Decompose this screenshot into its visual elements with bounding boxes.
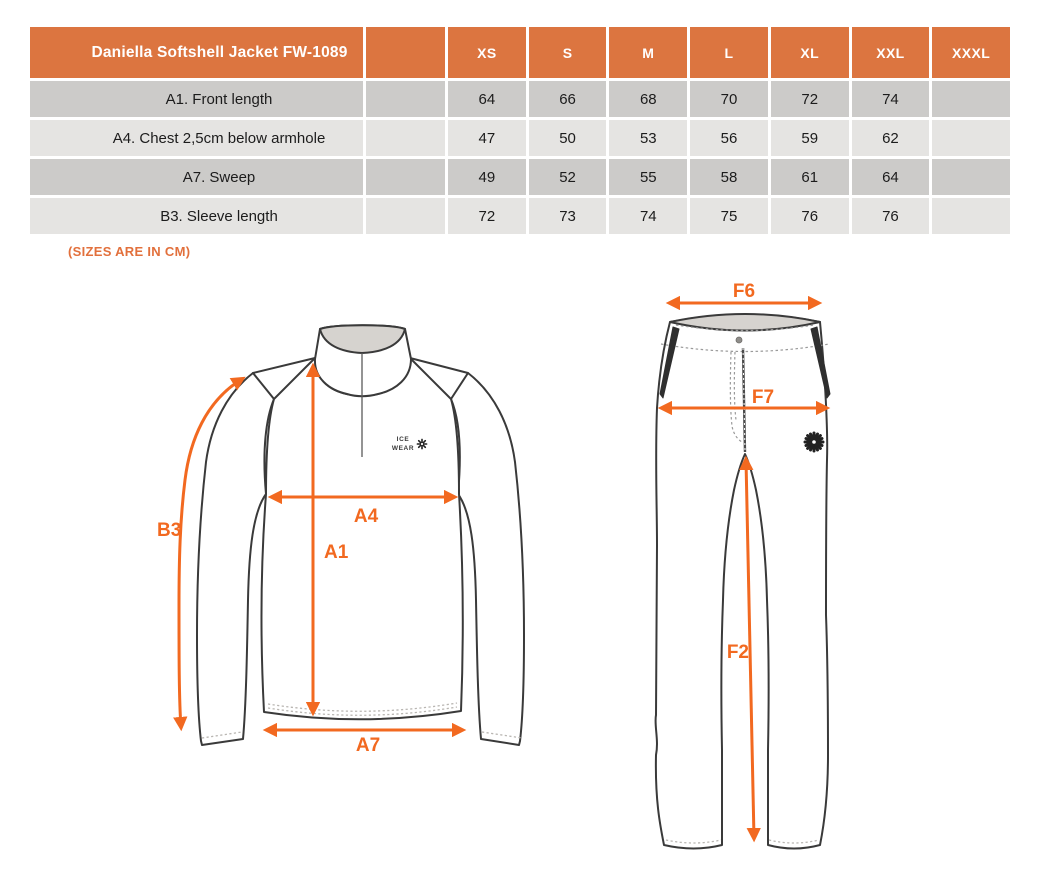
size-value-cell: 55: [609, 159, 687, 195]
size-value-cell: 76: [852, 198, 930, 234]
table-title: Daniella Softshell Jacket FW-1089: [30, 27, 363, 78]
jacket-logo-text-bottom: WEAR: [391, 445, 415, 452]
pants-drawing: [656, 281, 830, 849]
jacket-logo-snowflake-icon: [417, 439, 426, 448]
measure-label-f2: F2: [726, 642, 749, 663]
pants-snowflake-icon: [805, 433, 823, 451]
size-column-header: L: [690, 27, 768, 78]
size-value-cell: 47: [448, 120, 526, 156]
size-value-cell: 74: [852, 81, 930, 117]
size-column-header: XL: [771, 27, 849, 78]
size-value-cell: 74: [609, 198, 687, 234]
size-column-header: XXL: [852, 27, 930, 78]
size-value-cell: 72: [448, 198, 526, 234]
jacket-drawing: [157, 325, 524, 756]
size-value-cell: 64: [852, 159, 930, 195]
measure-label-b3: B3: [157, 520, 182, 541]
jacket-logo-text-top: ICE: [396, 436, 410, 443]
size-value-cell: 56: [690, 120, 768, 156]
measure-label-f7: F7: [751, 387, 775, 408]
size-value-cell: 50: [529, 120, 607, 156]
row-label: A7. Sweep: [30, 159, 363, 195]
size-value-cell: 64: [448, 81, 526, 117]
size-column-header: S: [529, 27, 607, 78]
size-value-cell: 76: [771, 198, 849, 234]
row-label: A4. Chest 2,5cm below armhole: [30, 120, 363, 156]
row-label: A1. Front length: [30, 81, 363, 117]
size-value-cell: 73: [529, 198, 607, 234]
size-value-cell: 49: [448, 159, 526, 195]
size-value-cell: 66: [529, 81, 607, 117]
size-value-cell: 58: [690, 159, 768, 195]
size-column-header: M: [609, 27, 687, 78]
size-value-cell: 59: [771, 120, 849, 156]
measure-label-a7: A7: [355, 735, 381, 756]
size-value-cell: 68: [609, 81, 687, 117]
pants-button: [736, 337, 742, 343]
size-value-cell: 52: [529, 159, 607, 195]
size-value-cell: 72: [771, 81, 849, 117]
units-note: (SIZES ARE IN CM): [68, 244, 191, 259]
size-value-cell: 61: [771, 159, 849, 195]
size-column-header: XXXL: [932, 27, 1010, 78]
measure-label-a1: A1: [324, 542, 349, 563]
size-value-cell: 53: [609, 120, 687, 156]
measure-label-f6: F6: [732, 281, 756, 302]
pants-body: [656, 315, 828, 849]
size-value-cell: 62: [852, 120, 930, 156]
size-value-cell: 70: [690, 81, 768, 117]
measure-label-a4: A4: [353, 506, 379, 527]
row-label: B3. Sleeve length: [30, 198, 363, 234]
size-value-cell: 75: [690, 198, 768, 234]
size-column-header: XS: [448, 27, 526, 78]
